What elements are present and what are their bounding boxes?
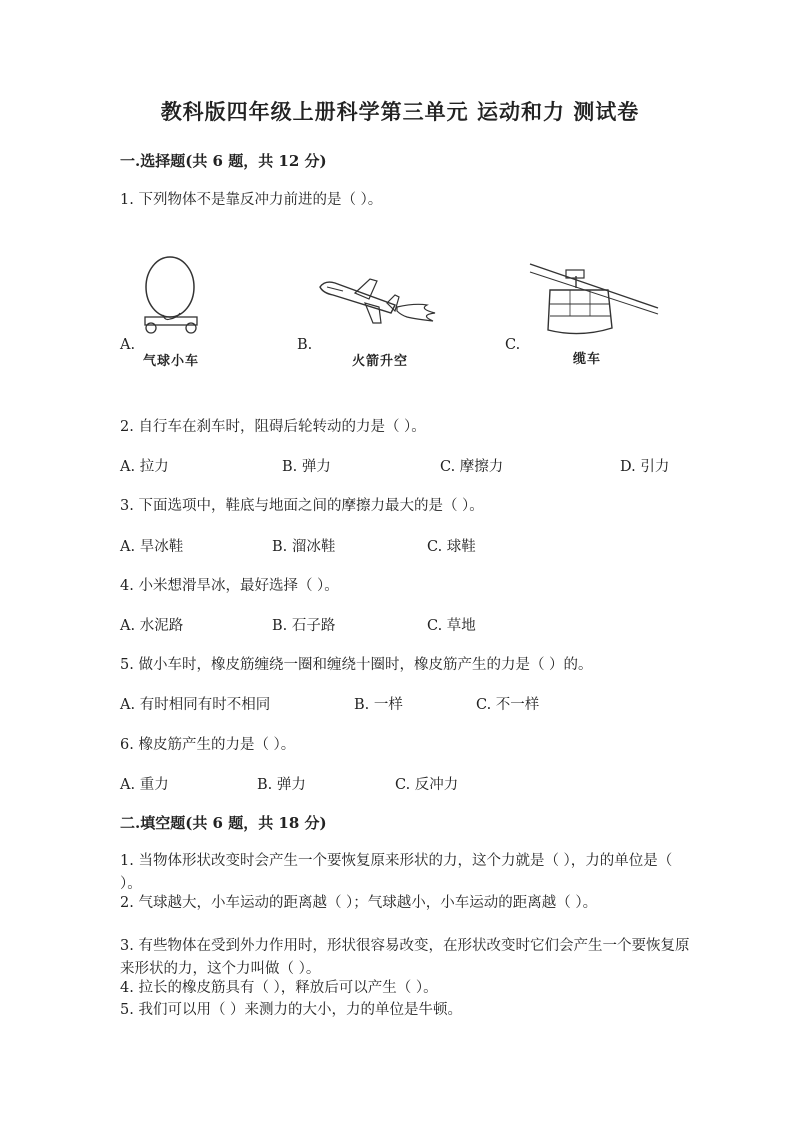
question-5: 5. 做小车时，橡皮筋缠绕一圈和缠绕十圈时，橡皮筋产生的力是（ ）的。: [120, 657, 593, 673]
rocket-icon: [315, 275, 455, 335]
question-4: 4. 小米想滑旱冰，最好选择（ ）。: [120, 578, 339, 594]
fill-item-4: 4. 拉长的橡皮筋具有（ ），释放后可以产生（ ）。: [120, 980, 438, 996]
option-1b-caption: 火箭升空: [352, 354, 409, 369]
option-3b: B. 溜冰鞋: [272, 539, 336, 555]
option-3c: C. 球鞋: [427, 539, 476, 555]
option-1c-caption: 缆车: [573, 352, 602, 367]
page-title: 教科版四年级上册科学第三单元 运动和力 测试卷: [160, 99, 640, 124]
question-6: 6. 橡皮筋产生的力是（ ）。: [120, 737, 296, 753]
option-2a: A. 拉力: [120, 459, 169, 475]
question-3: 3. 下面选项中，鞋底与地面之间的摩擦力最大的是（ ）。: [120, 498, 484, 514]
option-4b: B. 石子路: [272, 618, 336, 634]
fill-item-1: 1. 当物体形状改变时会产生一个要恢复原来形状的力，这个力就是（ ），力的单位是（ ）。: [120, 853, 673, 892]
option-5b: B. 一样: [354, 697, 403, 713]
option-1a-letter: A.: [120, 337, 136, 353]
question-1: 1. 下列物体不是靠反冲力前进的是（ ）。: [120, 192, 383, 208]
option-4a: A. 水泥路: [120, 618, 184, 634]
fill-item-5: 5. 我们可以用（ ）来测力的大小，力的单位是牛顿。: [120, 1002, 463, 1018]
fill-item-3: 3. 有些物体在受到外力作用时，形状很容易改变，在形状改变时它们会产生一个要恢复原来形状的力，这个力叫做（ ）。: [120, 938, 690, 977]
option-6c: C. 反冲力: [395, 777, 459, 793]
option-5c: C. 不一样: [476, 697, 540, 713]
option-6b: B. 弹力: [257, 777, 306, 793]
option-2b: B. 弹力: [282, 459, 331, 475]
option-4c: C. 草地: [427, 618, 476, 634]
option-6a: A. 重力: [120, 777, 169, 793]
section-heading-fill: 二.填空题(共 6 题，共 18 分): [120, 814, 327, 832]
section-heading-choice: 一.选择题(共 6 题，共 12 分): [120, 152, 327, 170]
option-3a: A. 旱冰鞋: [120, 539, 184, 555]
option-1c-letter: C.: [505, 337, 521, 353]
balloon-car-icon: [135, 255, 210, 335]
option-1b-letter: B.: [297, 337, 313, 353]
option-2d: D. 引力: [620, 459, 670, 475]
cable-car-icon: [528, 258, 663, 343]
question-2: 2. 自行车在刹车时，阻碍后轮转动的力是（ ）。: [120, 419, 426, 435]
option-5a: A. 有时相同有时不相同: [120, 697, 271, 713]
option-1a-caption: 气球小车: [143, 354, 200, 369]
fill-item-2: 2. 气球越大，小车运动的距离越（ ）；气球越小，小车运动的距离越（ ）。: [120, 895, 598, 911]
option-2c: C. 摩擦力: [440, 459, 504, 475]
